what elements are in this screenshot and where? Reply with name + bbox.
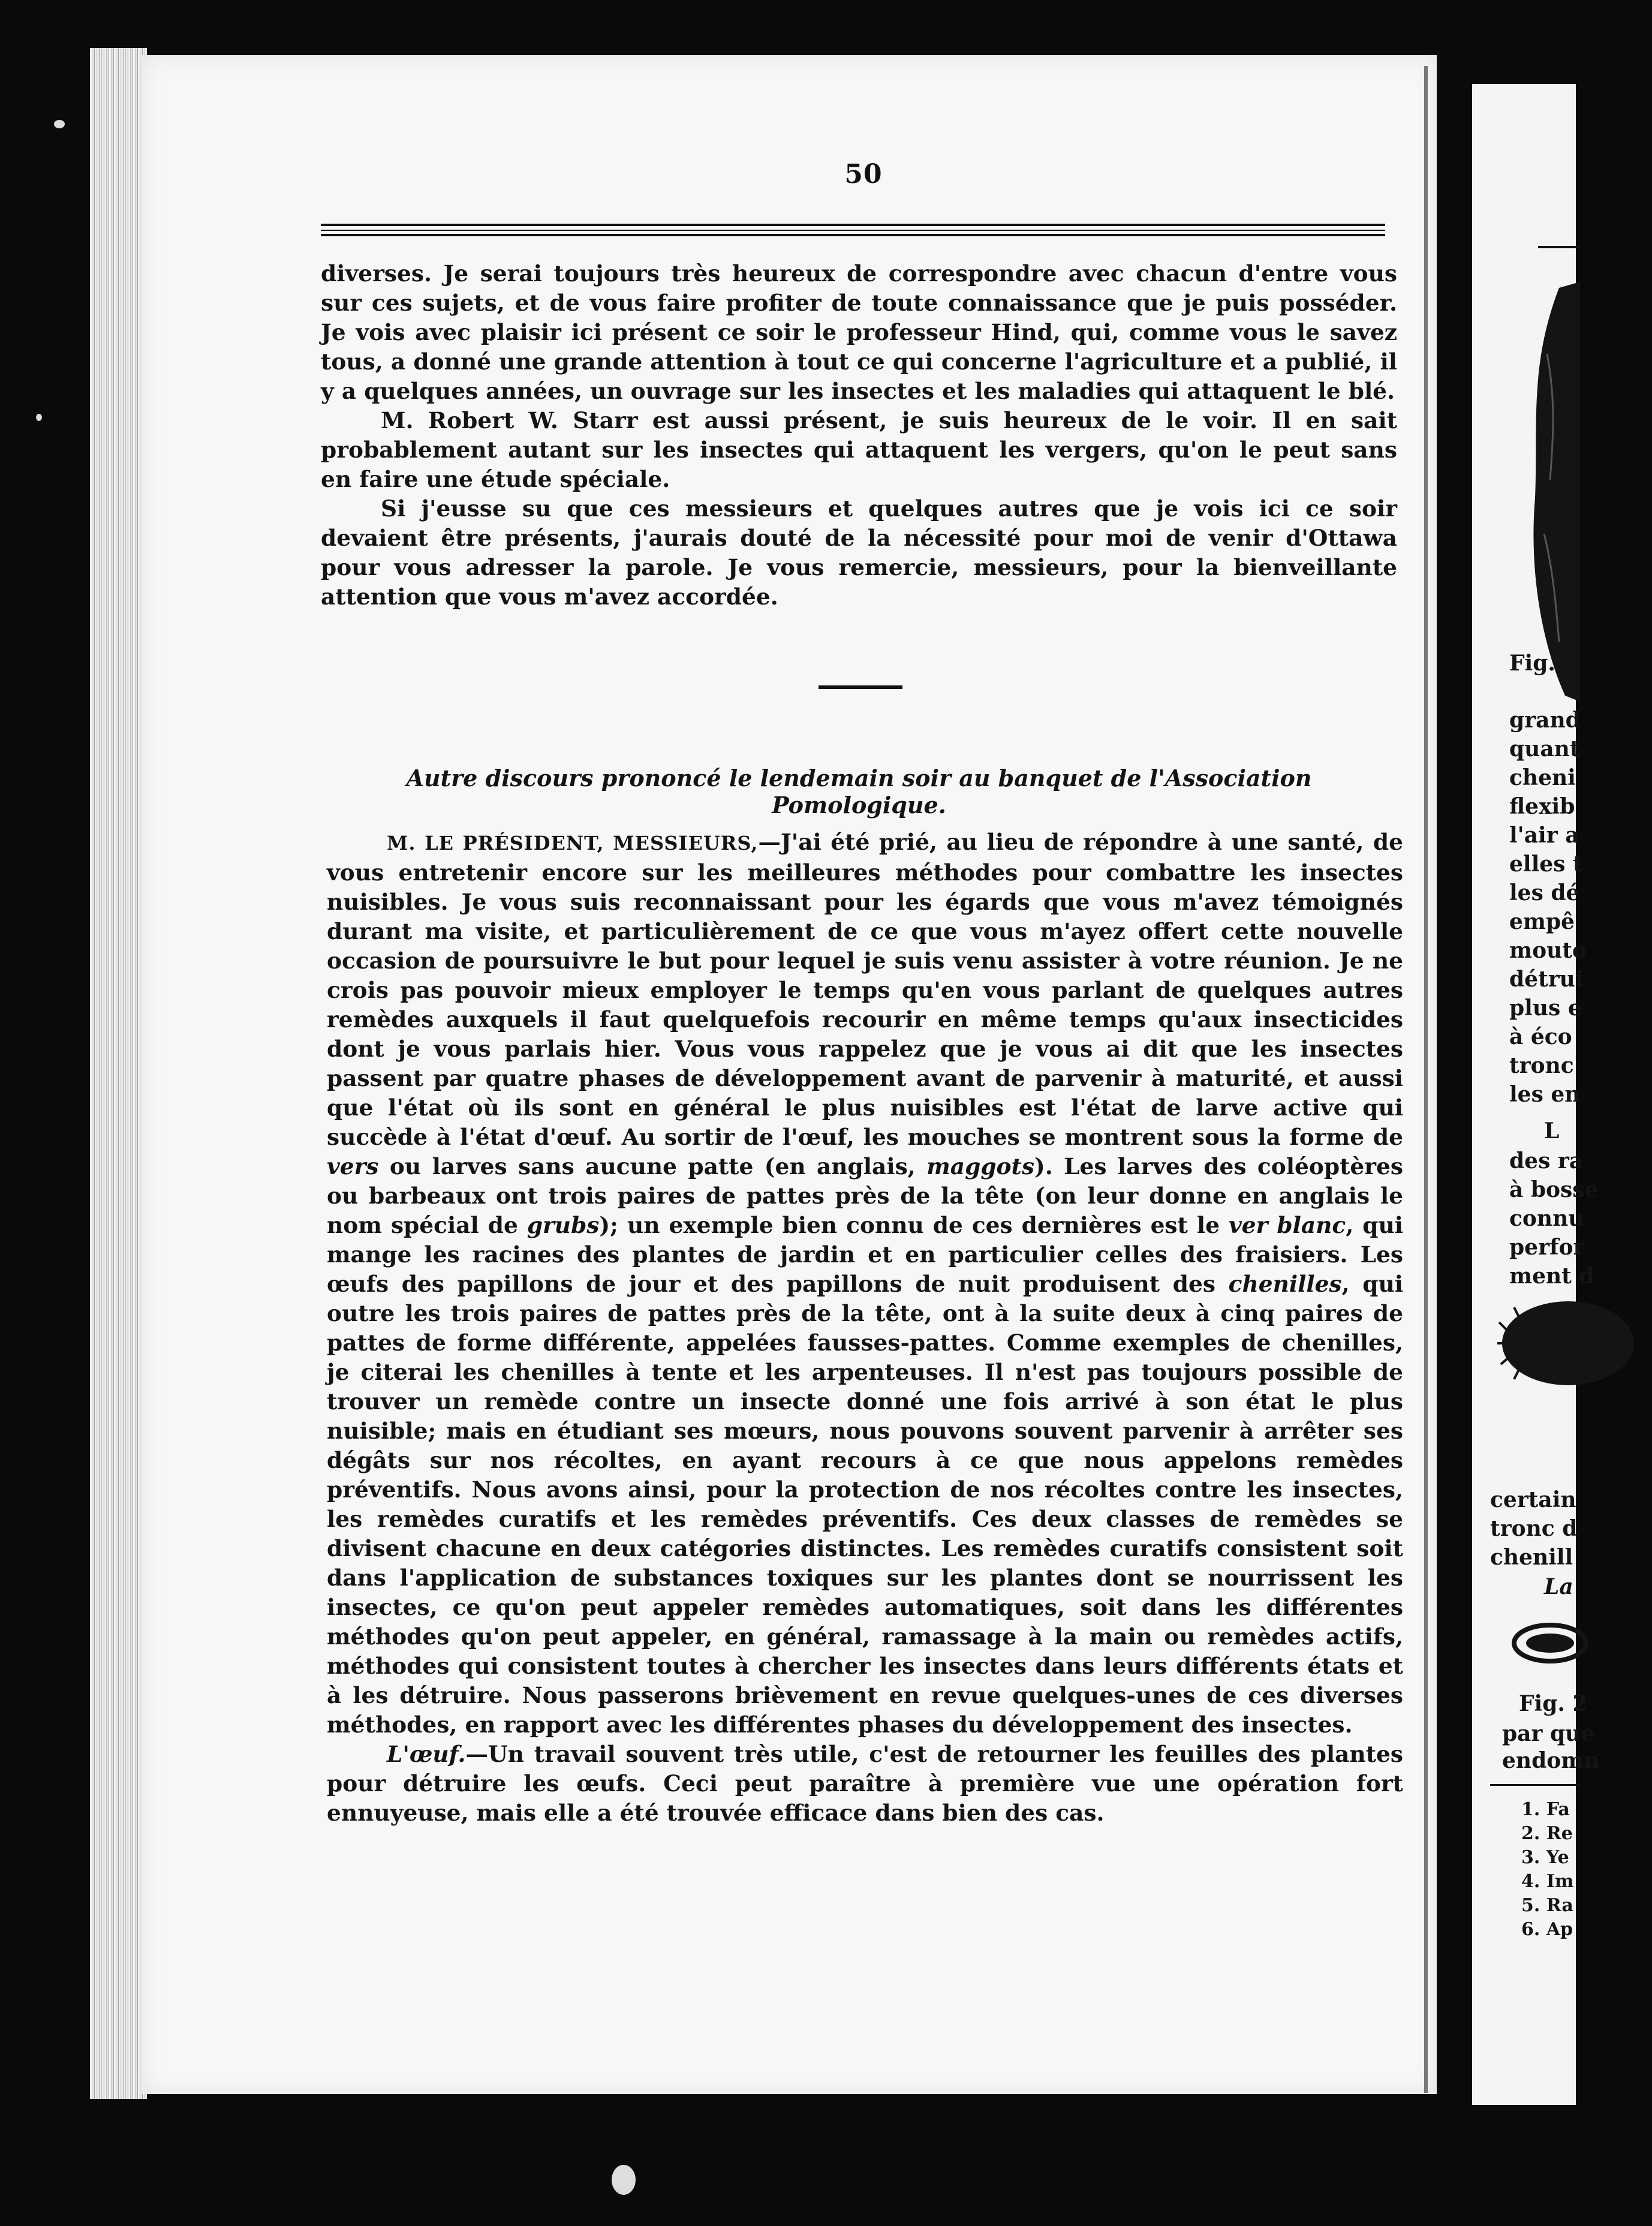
paragraph: M. Robert W. Starr est aussi présent, je suis heureux de le voir. Il en sait probablement autant sur les insectes qui attaquent les vergers, qu'on le peut sans en faire une étude spéciale.	[321, 407, 1397, 492]
scan-speck	[54, 120, 65, 128]
scan-speck	[36, 414, 42, 421]
paragraph-lead: L'œuf.	[387, 1741, 466, 1767]
paragraph: M. LE PRÉSIDENT, MESSIEURS,—J'ai été prié, au lieu de répondre à une santé, de vous entretenir encore sur les meilleures méthodes pour combattre les insectes nuisibles. Je vous suis reconnaissant pour les égards que vous m'avez témoignés durant ma visite, et particulièrement de ce que vous m'ayez offert cette nouvelle occasion de poursuivre le but pour lequel je suis venu assister à votre réunion. Je ne crois pas pouvoir mieux employer le temps qu'en vous parlant de quelques autres remèdes auxquels il faut quelquefois recourir en même temps qu'aux insecticides dont je vous parlais hier. Vous vous rappelez que je vous ai dit que les insectes passent par quatre phases de développement avant de parvenir à maturité, et aussi que l'état où ils sont en général le plus nuisibles est l'état de larve active qui succède à l'état d'œuf. Au sortir de l'œuf, les mouches se montrent sous la forme de vers ou larves sans aucune patte (en anglais, maggots). Les larves des coléoptères ou barbeaux ont trois paires de pattes près de la tête (on leur donne en anglais le nom spécial de grubs); un exemple bien connu de ces dernières est le ver blanc, qui mange les racines des plantes de jardin et en particulier celles des fraisiers. Les œufs des papillons de jour et des papillons de nuit produisent des chenilles, qui outre les trois paires de pattes près de la tête, ont à la suite deux à cinq paires de pattes de forme différente, appelées fausses-pattes. Comme exemples de chenilles, je citerai les chenilles à tente et les arpenteuses. Il n'est pas toujours possible de trouver un remède contre un insecte donné une fois arrivé à son état le plus nuisible; mais en étudiant ses mœurs, nous pouvons souvent parvenir à arrêter ses dégâts sur nos récoltes, en ayant recours à ce que nous appelons remèdes préventifs. Nous avons ainsi, pour la protection de nos récoltes contre les insectes, les remèdes curatifs et les remèdes préventifs. Ces deux classes de remèdes se divisent chacune en deux catégories distinctes. Les remèdes curatifs consistent soit dans l'application de substances toxiques sur les plantes dont se nourrissent les insectes, ce qu'on peut appeler remèdes automatiques, soit dans les différentes méthodes qu'on peut appeler, en général, ramassage à la main ou remèdes actifs, méthodes qui consistent toutes à chercher les insectes dans leurs différents états et à les détruire. Nous passerons brièvement en revue quelques-unes de ces diverses méthodes, en rapport avec les différentes phases du développement des insectes.	[327, 829, 1404, 1738]
header-rule	[321, 224, 1385, 237]
paragraph: Si j'eusse su que ces messieurs et quelques autres que je vois ici ce soir devaient être présents, j'aurais douté de la nécessité pour moi de venir d'Ottawa pour vous adresser la parole. Je vous remercie, messieurs, pour la bienveillante attention que vous m'avez accordée.	[321, 495, 1397, 610]
paragraph: L'œuf.—Un travail souvent très utile, c'est de retourner les feuilles des plantes pour détruire les œufs. Ceci peut paraître à première vue une opération fort ennuyeuse, mais elle a été trouvée efficace dans bien des cas.	[327, 1741, 1403, 1826]
opening-text	[321, 259, 1397, 612]
section-divider	[819, 685, 902, 689]
rule	[1490, 1784, 1580, 1786]
drop-letter: L	[1544, 1118, 1560, 1144]
rule	[1538, 246, 1580, 248]
section-heading: Autre discours prononcé le lendemain soir au banquet de l'Association Pomologique.	[406, 765, 1312, 819]
page-stack-edge	[90, 48, 147, 2099]
salutation: M. LE PRÉSIDENT, MESSIEURS,	[387, 832, 759, 855]
scan-speck	[612, 2165, 636, 2195]
page-number: 50	[844, 159, 883, 189]
facing-page: Fig. grand quant cheni flexib l'air a elles t les dé empê mouto détrui plus e à éco tronc les en L des ra à bosse connu perfor ment d certain tronc d chenill La Fig. 2 par que endomn 1. Fa 2. Re 3. Ye 4. Im 5. Ra 6. Ap	[1472, 84, 1576, 2105]
insect-illustration	[1523, 282, 1580, 714]
caption-start: La	[1544, 1574, 1573, 1599]
caterpillar-illustration	[1496, 1295, 1580, 1391]
gutter	[1424, 66, 1428, 2093]
larva-illustration	[1496, 1616, 1580, 1670]
figure-label: Fig.	[1509, 651, 1555, 676]
paragraph: diverses. Je serai toujours très heureux de correspondre avec chacun d'entre vous sur ces sujets, et de vous faire profiter de toute connaissance que je puis posséder. Je vois avec plaisir ici présent ce soir le professeur Hind, qui, comme vous le savez tous, a donné une grande attention à tout ce qui concerne l'agriculture et a publié, il y a quelques années, un ouvrage sur les insectes et les maladies qui attaquent le blé.	[321, 260, 1397, 404]
figure-2-label: Fig. 2	[1519, 1691, 1588, 1716]
speech-text	[327, 828, 1403, 1828]
